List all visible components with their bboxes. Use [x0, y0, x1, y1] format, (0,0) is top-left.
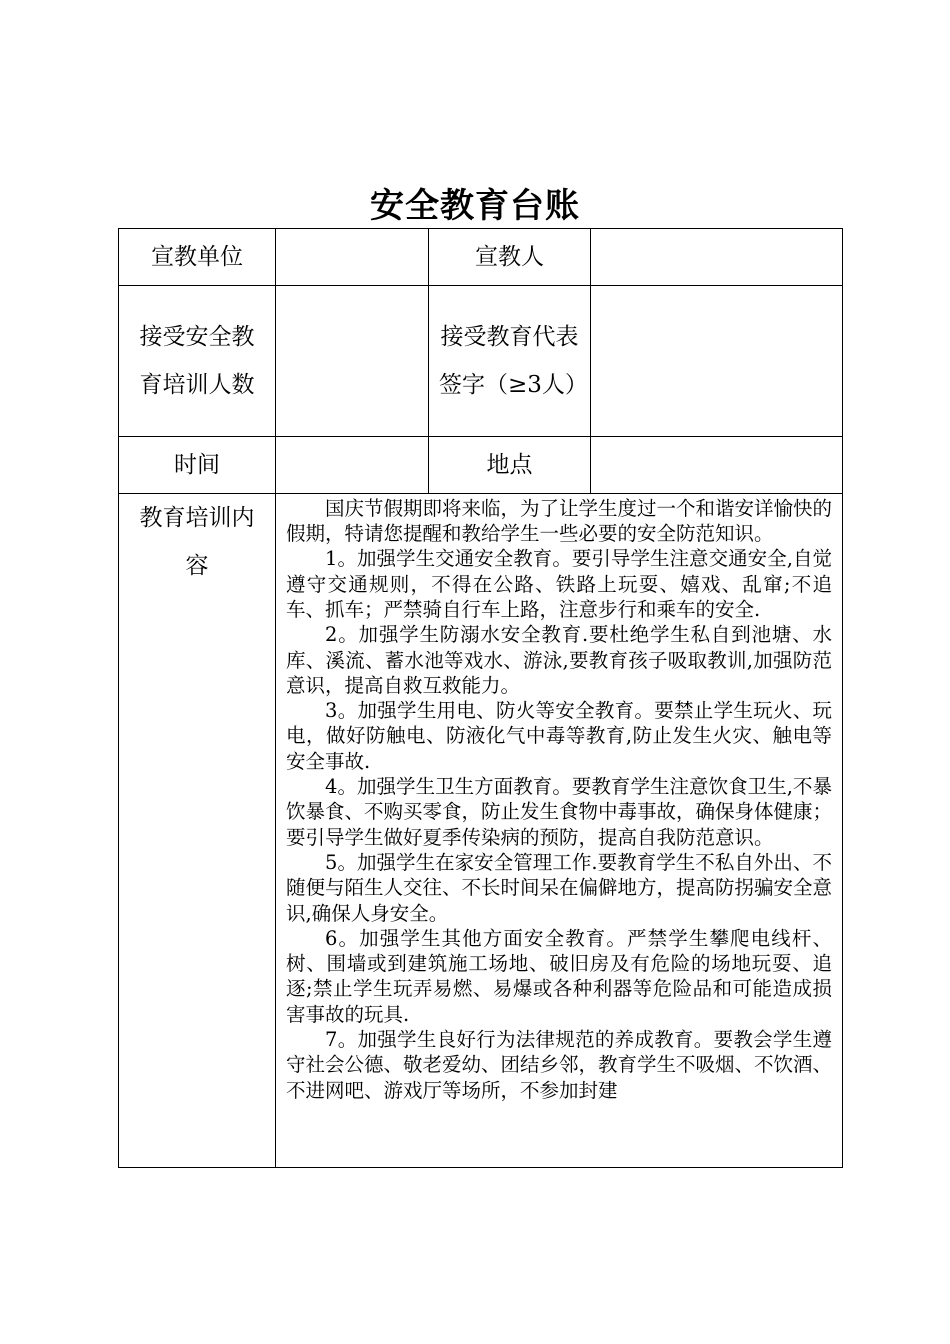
- content-item-7: 7。加强学生良好行为法律规范的养成教育。要教会学生遵守社会公德、敬老爱幼、团结乡邻，教育学生不吸烟、不饮酒、不进网吧、游戏厅等场所，不参加封建: [286, 1028, 832, 1102]
- content-item-3: 3。加强学生用电、防火等安全教育。要禁止学生玩火、玩电，做好防触电、防液化气中毒等教育,防止发生火灾、触电等安全事故.: [286, 699, 832, 773]
- page-title: 安全教育台账: [370, 186, 580, 226]
- content-item-1: 1。加强学生交通安全教育。要引导学生注意交通安全,自觉遵守交通规则，不得在公路、铁路上玩耍、嬉戏、乱窜;不追车、抓车；严禁骑自行车上路，注意步行和乘车的安全.: [286, 547, 832, 621]
- content-item-6: 6。加强学生其他方面安全教育。严禁学生攀爬电线杆、树、围墙或到建筑施工场地、破旧房及有危险的场地玩耍、追逐;禁止学生玩弄易燃、易爆或各种利器等危险品和可能造成损害事故的玩具.: [286, 926, 832, 1026]
- table-row: [119, 493, 843, 1167]
- representative-signature-label: 接受教育代表签字（≥3人）: [429, 286, 591, 436]
- table-row: [119, 286, 843, 436]
- training-content-cell: [276, 493, 843, 1167]
- educator-value-cell[interactable]: [591, 229, 843, 286]
- table-row: [119, 436, 843, 493]
- time-label: 时间: [119, 436, 276, 493]
- place-value-cell[interactable]: [591, 436, 843, 493]
- time-value-cell[interactable]: [276, 436, 429, 493]
- training-content-label: 教育培训内容: [119, 493, 276, 1167]
- safety-ledger-table: [118, 228, 843, 1168]
- trainee-count-value-cell[interactable]: [276, 286, 429, 436]
- content-item-2: 2。加强学生防溺水安全教育.要杜绝学生私自到池塘、水库、溪流、蓄水池等戏水、游泳,要教育孩子吸取教训,加强防范意识，提高自救互救能力。: [286, 623, 832, 697]
- unit-label: 宣教单位: [119, 229, 276, 286]
- table-row: [119, 229, 843, 286]
- trainee-count-label: 接受安全教育培训人数: [119, 286, 276, 436]
- unit-value-cell[interactable]: [276, 229, 429, 286]
- representative-signature-cell[interactable]: [591, 286, 843, 436]
- educator-label: 宣教人: [429, 229, 591, 286]
- training-content-text: [286, 496, 832, 1164]
- content-item-4: 4。加强学生卫生方面教育。要教育学生注意饮食卫生,不暴饮暴食、不购买零食，防止发生食物中毒事故，确保身体健康；要引导学生做好夏季传染病的预防，提高自我防范意识。: [286, 775, 832, 849]
- place-label: 地点: [429, 436, 591, 493]
- content-intro: 国庆节假期即将来临，为了让学生度过一个和谐安详愉快的假期，特请您提醒和教给学生一些必要的安全防范知识。: [286, 496, 832, 546]
- content-item-5: 5。加强学生在家安全管理工作.要教育学生不私自外出、不随便与陌生人交往、不长时间呆在偏僻地方，提高防拐骗安全意识,确保人身安全。: [286, 850, 832, 925]
